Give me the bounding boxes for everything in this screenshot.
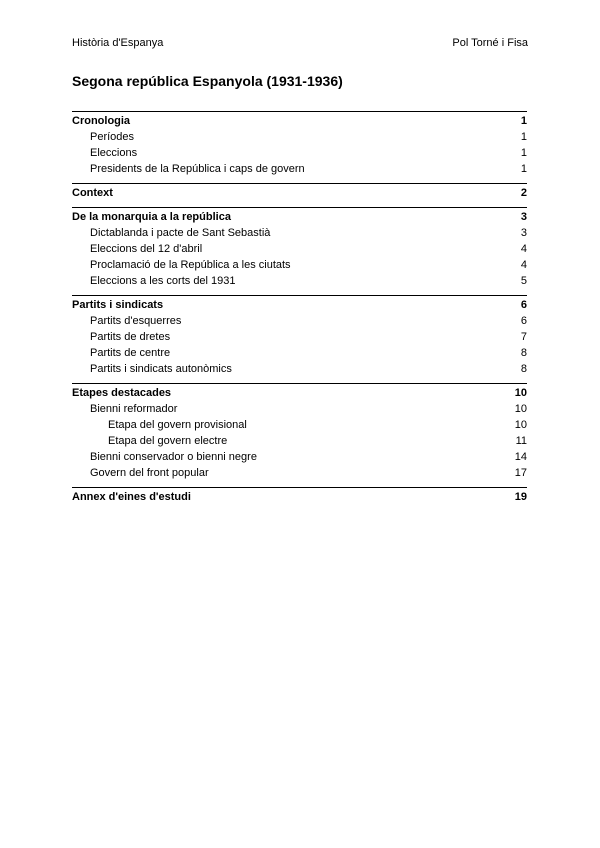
toc-entry-page: 17	[514, 467, 527, 479]
toc-entry[interactable]	[72, 113, 527, 129]
toc-subentry[interactable]	[72, 465, 527, 481]
toc-entry-title: Context	[72, 187, 113, 199]
toc-entry-page: 6	[520, 315, 527, 327]
toc-entry-page: 10	[514, 419, 527, 431]
toc-subentry[interactable]	[72, 129, 527, 145]
toc-subentry[interactable]	[72, 401, 527, 417]
toc-entry-page: 5	[520, 275, 527, 287]
toc-entry-page: 4	[520, 259, 527, 271]
toc-entry-title: Etapa del govern electre	[108, 435, 228, 447]
toc-entry-page: 11	[515, 435, 527, 447]
toc-section-etapes-destacades	[72, 383, 527, 481]
toc-subentry[interactable]	[72, 241, 527, 257]
toc-entry-title: Dictablanda i pacte de Sant Sebastià	[90, 227, 271, 239]
toc-entry-page: 19	[514, 491, 527, 503]
toc-subentry[interactable]	[72, 449, 527, 465]
toc-entry-page: 2	[520, 187, 527, 199]
page-header	[72, 37, 528, 50]
toc-entry-title: Presidents de la República i caps de govern	[90, 163, 305, 175]
toc-subentry[interactable]	[72, 361, 527, 377]
toc-subsubentry[interactable]	[72, 433, 527, 449]
toc-entry-title: Bienni conservador o bienni negre	[90, 451, 257, 463]
toc-entry-page: 8	[520, 347, 527, 359]
toc-entry-title: Eleccions del 12 d'abril	[90, 243, 203, 255]
toc-entry-page: 7	[520, 331, 527, 343]
toc-entry-page: 8	[520, 363, 527, 375]
toc-entry-page: 1	[520, 147, 527, 159]
toc-section-monarquia-republica	[72, 207, 527, 289]
toc-entry-title: Annex d'eines d'estudi	[72, 491, 191, 503]
toc-entry-page: 3	[520, 227, 527, 239]
toc-entry-page: 1	[520, 131, 527, 143]
table-of-contents	[72, 111, 527, 511]
toc-entry-title: Etapes destacades	[72, 387, 172, 399]
toc-entry-title: Govern del front popular	[90, 467, 209, 479]
toc-subentry[interactable]	[72, 329, 527, 345]
toc-subentry[interactable]	[72, 145, 527, 161]
toc-entry[interactable]	[72, 209, 527, 225]
toc-entry-page: 1	[520, 115, 527, 127]
toc-entry[interactable]	[72, 489, 527, 505]
toc-entry-title: Partits de centre	[90, 347, 171, 359]
toc-entry-page: 10	[514, 403, 527, 415]
toc-entry-title: Partits i sindicats	[72, 299, 164, 311]
toc-section-context	[72, 183, 527, 201]
toc-entry-page: 4	[520, 243, 527, 255]
toc-entry[interactable]	[72, 185, 527, 201]
toc-subentry[interactable]	[72, 345, 527, 361]
toc-entry[interactable]	[72, 385, 527, 401]
toc-entry-title: De la monarquia a la república	[72, 211, 231, 223]
toc-subsubentry[interactable]	[72, 417, 527, 433]
toc-section-annex	[72, 487, 527, 505]
toc-section-cronologia	[72, 111, 527, 177]
toc-entry-title: Eleccions	[90, 147, 138, 159]
toc-subentry[interactable]	[72, 161, 527, 177]
toc-entry-title: Partits d'esquerres	[90, 315, 182, 327]
toc-entry-title: Períodes	[90, 131, 135, 143]
toc-entry-title: Cronologia	[72, 115, 131, 127]
toc-subentry[interactable]	[72, 257, 527, 273]
toc-entry-page: 1	[520, 163, 527, 175]
toc-entry[interactable]	[72, 297, 527, 313]
toc-entry-title: Partits de dretes	[90, 331, 171, 343]
toc-entry-title: Eleccions a les corts del 1931	[90, 275, 236, 287]
toc-entry-page: 14	[514, 451, 527, 463]
toc-subentry[interactable]	[72, 273, 527, 289]
header-subject: Història d'Espanya	[72, 37, 164, 49]
toc-section-partits-sindicats	[72, 295, 527, 377]
document-title: Segona república Espanyola (1931-1936)	[72, 73, 343, 89]
toc-entry-page: 6	[520, 299, 527, 311]
toc-entry-title: Partits i sindicats autonòmics	[90, 363, 232, 375]
toc-subentry[interactable]	[72, 313, 527, 329]
header-author: Pol Torné i Fisa	[452, 37, 528, 49]
toc-entry-page: 10	[514, 387, 527, 399]
toc-entry-title: Bienni reformador	[90, 403, 178, 415]
toc-entry-title: Proclamació de la República a les ciutats	[90, 259, 291, 271]
toc-entry-page: 3	[520, 211, 527, 223]
toc-subentry[interactable]	[72, 225, 527, 241]
toc-entry-title: Etapa del govern provisional	[108, 419, 247, 431]
